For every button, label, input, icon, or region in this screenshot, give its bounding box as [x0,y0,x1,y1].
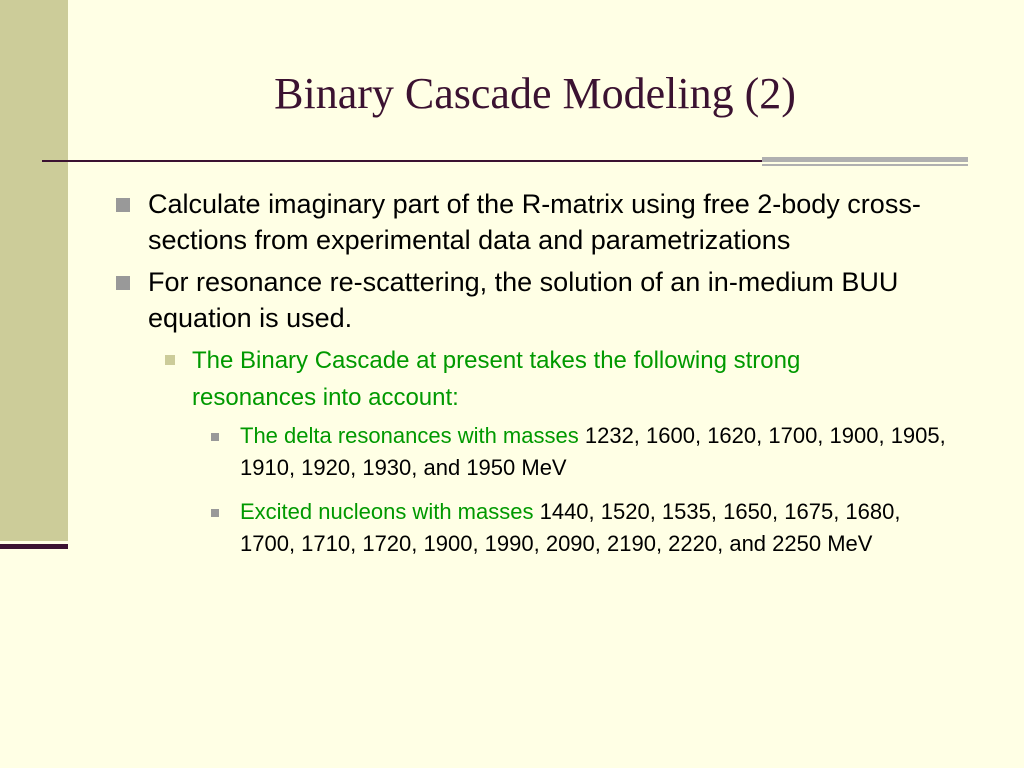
slide-title: Binary Cascade Modeling (2) [274,69,796,118]
square-bullet-icon [211,509,219,517]
title-underline-accent-thin [762,164,968,166]
bullet-item [114,264,974,336]
sub-bullet-text: The Binary Cascade at present takes the following strong resonances into account: [192,347,801,411]
title-underline-accent [762,157,968,162]
bullet-lead-text: Excited nucleons with masses [240,499,534,524]
bullet-rest-text: 1440, 1520, 1535, 1650, 1675, 1680, 1700, 1710, 1720, 1900, 1990, 2090, 2190, 2220, and 2250 MeV [240,499,901,556]
square-bullet-icon [165,355,175,365]
bullet-lead-text: The delta resonances with masses [240,423,579,448]
sub-sub-bullet-item [206,496,960,560]
left-band-bottom [0,549,68,768]
title-underline [42,160,762,162]
sub-sub-bullet-item [206,420,960,484]
bullet-item [114,186,974,258]
square-bullet-icon [116,276,130,290]
square-bullet-icon [116,198,130,212]
sub-bullet-item [160,342,892,416]
square-bullet-icon [211,433,219,441]
bullet-text: Calculate imaginary part of the R-matrix using free 2-body cross-sections from experimental data and parametrizations [148,189,921,255]
bullet-rest-text: 1232, 1600, 1620, 1700, 1900, 1905, 1910, 1920, 1930, and 1950 MeV [240,423,946,480]
slide-body [114,186,974,572]
bullet-text: For resonance re-scattering, the solution of an in-medium BUU equation is used. [148,267,899,333]
